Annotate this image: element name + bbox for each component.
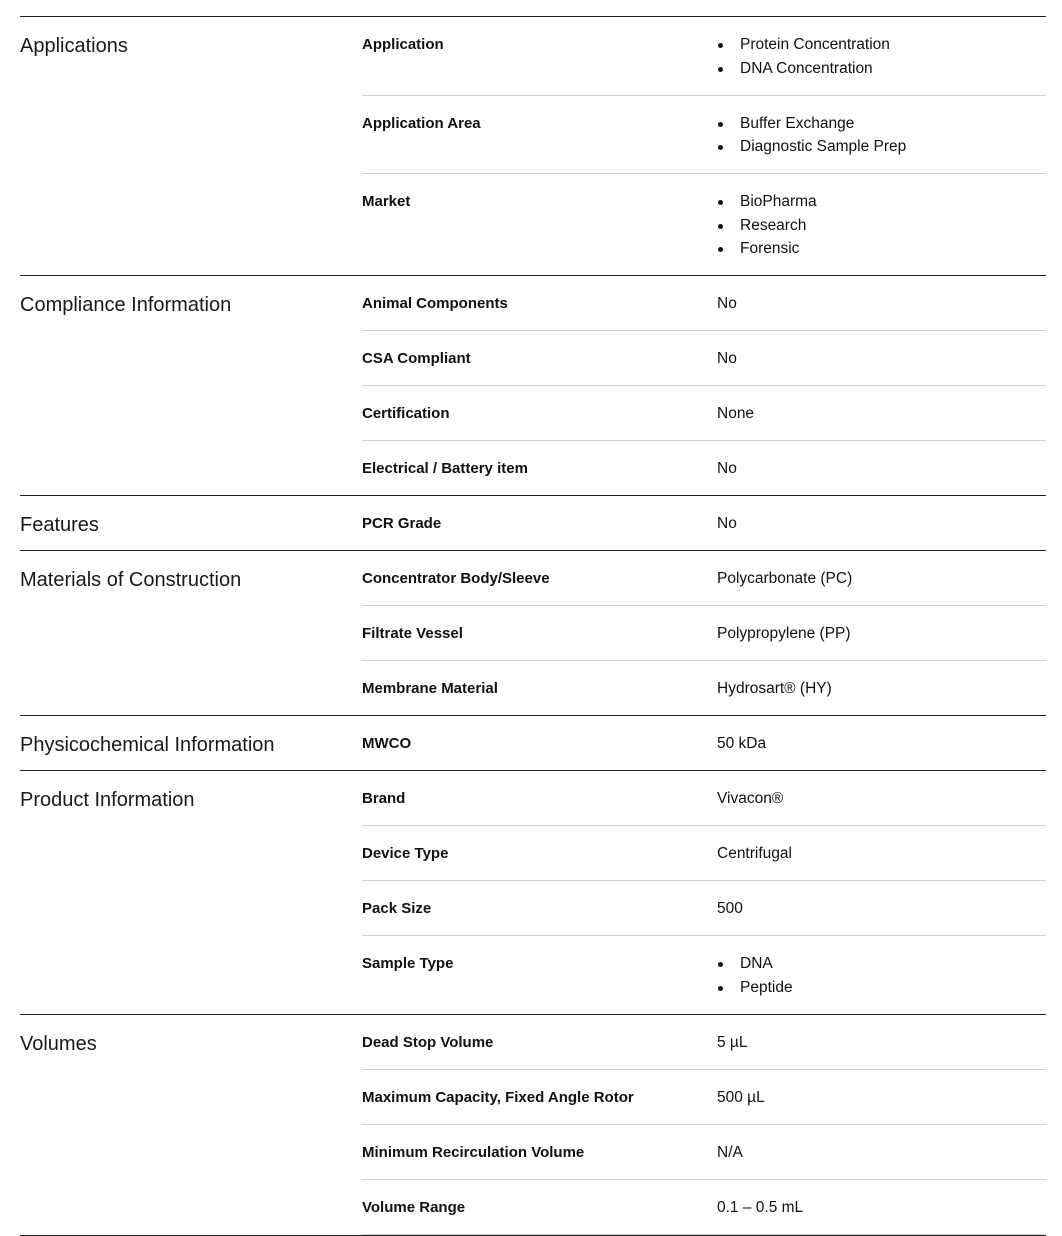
section-title: Physicochemical Information bbox=[20, 734, 275, 756]
spec-value bbox=[717, 192, 1046, 259]
section-rows bbox=[362, 716, 1046, 770]
spec-value: None bbox=[717, 405, 755, 422]
spec-value-list-item: Buffer Exchange bbox=[717, 114, 1046, 134]
spec-label: Filtrate Vessel bbox=[362, 625, 463, 642]
spec-label: Animal Components bbox=[362, 295, 508, 312]
spec-row bbox=[362, 174, 1046, 275]
spec-section bbox=[20, 276, 1046, 496]
section-rows bbox=[362, 551, 1046, 715]
section-rows bbox=[362, 496, 1046, 550]
spec-row bbox=[362, 661, 1046, 715]
spec-label: Device Type bbox=[362, 845, 449, 862]
spec-row bbox=[362, 551, 1046, 606]
spec-row bbox=[362, 331, 1046, 386]
spec-label: Application bbox=[362, 36, 444, 53]
spec-label: Volume Range bbox=[362, 1198, 466, 1216]
spec-value-list-item: DNA Concentration bbox=[717, 59, 1046, 79]
spec-value: Centrifugal bbox=[717, 845, 792, 862]
spec-row bbox=[362, 1125, 1046, 1180]
spec-label: Pack Size bbox=[362, 900, 432, 917]
specifications-table bbox=[20, 16, 1046, 1236]
spec-value-list bbox=[717, 114, 1046, 158]
spec-section bbox=[20, 771, 1046, 1015]
spec-value-list-item: Peptide bbox=[717, 978, 1046, 998]
spec-row bbox=[362, 881, 1046, 936]
spec-label: Market bbox=[362, 193, 411, 210]
spec-label: CSA Compliant bbox=[362, 350, 471, 367]
spec-value: Hydrosart® (HY) bbox=[717, 680, 832, 697]
spec-section bbox=[20, 496, 1046, 551]
spec-value-list bbox=[717, 954, 1046, 998]
section-title: Features bbox=[20, 514, 99, 536]
spec-value bbox=[717, 954, 1046, 998]
spec-row bbox=[362, 496, 1046, 550]
spec-row bbox=[362, 276, 1046, 331]
spec-label: Maximum Capacity, Fixed Angle Rotor bbox=[362, 1088, 634, 1106]
section-title: Compliance Information bbox=[20, 294, 232, 316]
spec-label: PCR Grade bbox=[362, 515, 442, 532]
spec-label: Concentrator Body/Sleeve bbox=[362, 570, 550, 587]
spec-value bbox=[717, 35, 1046, 79]
section-rows bbox=[362, 1015, 1046, 1235]
spec-value: N/A bbox=[717, 1143, 743, 1161]
spec-label: Dead Stop Volume bbox=[362, 1033, 494, 1051]
spec-label: Certification bbox=[362, 405, 450, 422]
section-title: Volumes bbox=[20, 1032, 97, 1055]
spec-row bbox=[362, 716, 1046, 770]
spec-label: Application Area bbox=[362, 114, 481, 132]
spec-value-list-item: DNA bbox=[717, 954, 1046, 974]
spec-value: No bbox=[717, 460, 737, 477]
spec-value: Vivacon® bbox=[717, 790, 784, 807]
spec-value: Polycarbonate (PC) bbox=[717, 570, 853, 587]
section-title: Product Information bbox=[20, 789, 195, 811]
spec-row bbox=[362, 826, 1046, 881]
spec-row bbox=[362, 96, 1046, 175]
spec-section bbox=[20, 1015, 1046, 1236]
spec-value: No bbox=[717, 295, 737, 312]
spec-value-list-item: Protein Concentration bbox=[717, 35, 1046, 55]
spec-row bbox=[362, 386, 1046, 441]
spec-value: No bbox=[717, 515, 737, 532]
spec-label: Sample Type bbox=[362, 955, 454, 972]
spec-section bbox=[20, 551, 1046, 716]
spec-label: MWCO bbox=[362, 735, 412, 752]
spec-label: Brand bbox=[362, 790, 406, 807]
section-title: Materials of Construction bbox=[20, 569, 242, 591]
section-rows bbox=[362, 771, 1046, 1014]
spec-value: 500 bbox=[717, 900, 743, 917]
spec-row bbox=[362, 1180, 1046, 1235]
section-rows bbox=[362, 276, 1046, 495]
spec-row bbox=[362, 1015, 1046, 1070]
spec-value: 0.1 – 0.5 mL bbox=[717, 1198, 804, 1216]
spec-label: Membrane Material bbox=[362, 680, 498, 697]
section-rows bbox=[362, 17, 1046, 275]
spec-value-list-item: Research bbox=[717, 216, 1046, 236]
spec-value: 5 µL bbox=[717, 1033, 748, 1051]
spec-value-list-item: Diagnostic Sample Prep bbox=[717, 137, 1046, 157]
spec-value-list bbox=[717, 35, 1046, 79]
spec-label: Minimum Recirculation Volume bbox=[362, 1143, 585, 1161]
spec-row bbox=[362, 1070, 1046, 1125]
spec-value: No bbox=[717, 350, 737, 367]
spec-value: 500 µL bbox=[717, 1088, 765, 1106]
spec-value: Polypropylene (PP) bbox=[717, 625, 851, 642]
spec-value: 50 kDa bbox=[717, 735, 767, 752]
spec-value-list-item: BioPharma bbox=[717, 192, 1046, 212]
spec-value-list-item: Forensic bbox=[717, 239, 1046, 259]
spec-row bbox=[362, 936, 1046, 1014]
spec-value-list bbox=[717, 192, 1046, 259]
spec-section bbox=[20, 17, 1046, 276]
section-title: Applications bbox=[20, 35, 128, 57]
spec-section bbox=[20, 716, 1046, 771]
spec-row bbox=[362, 606, 1046, 661]
spec-row bbox=[362, 771, 1046, 826]
spec-label: Electrical / Battery item bbox=[362, 460, 528, 477]
spec-row bbox=[362, 17, 1046, 96]
spec-row bbox=[362, 441, 1046, 495]
spec-value bbox=[717, 114, 1046, 158]
